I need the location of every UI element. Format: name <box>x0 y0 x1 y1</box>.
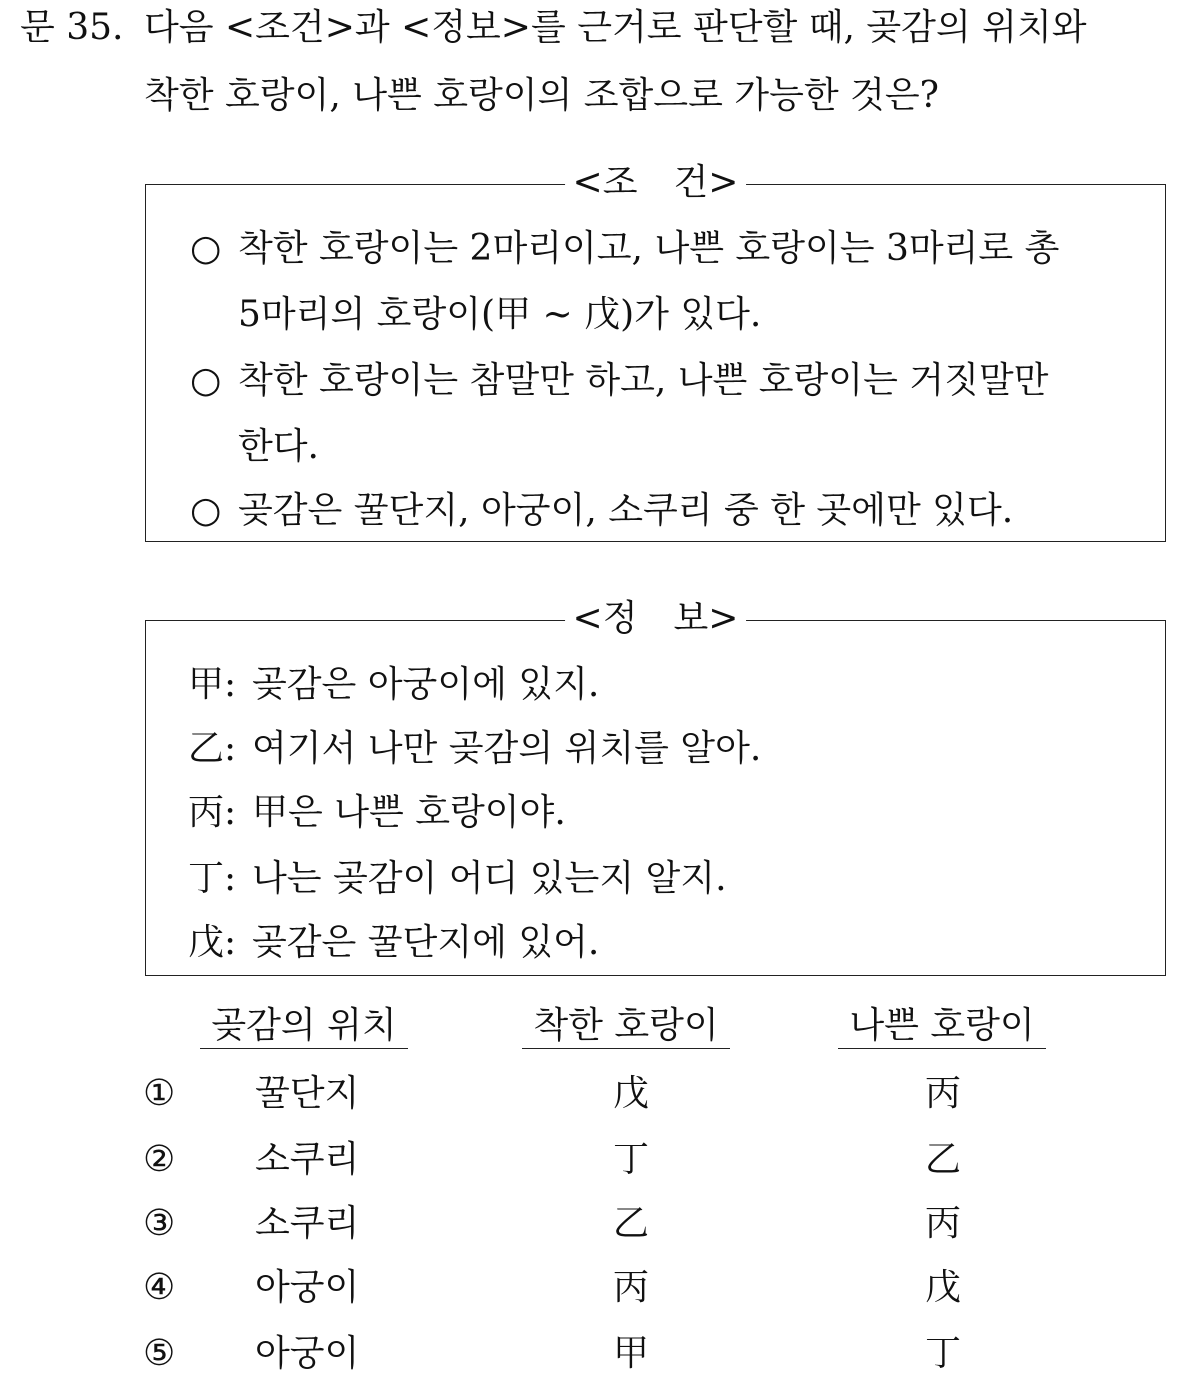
bullet-circle-icon: ○ <box>190 360 222 401</box>
condition-3-line-1: 곶감은 꿀단지, 아궁이, 소쿠리 중 한 곳에만 있다. <box>238 490 1014 531</box>
option-4[interactable] <box>0 1268 1192 1308</box>
info-item-3 <box>188 793 566 833</box>
header-good-tiger: 착한 호랑이 <box>522 1006 730 1049</box>
bullet-circle-icon: ○ <box>190 228 222 269</box>
info-statement: 여기서 나만 곶감의 위치를 알아. <box>252 728 762 769</box>
option-number: ⑤ <box>143 1333 176 1374</box>
header-location: 곶감의 위치 <box>200 1006 408 1049</box>
condition-1-line-1: 착한 호랑이는 2마리이고, 나쁜 호랑이는 3마리로 총 <box>238 228 1060 269</box>
option-good-tiger: 丁 <box>613 1139 650 1180</box>
option-good-tiger: 丙 <box>613 1267 650 1308</box>
info-item-1 <box>188 665 599 705</box>
option-number: ③ <box>143 1203 176 1244</box>
option-number: ① <box>143 1073 176 1114</box>
info-colon: : <box>224 922 237 963</box>
bullet-circle-icon: ○ <box>190 490 222 531</box>
option-bad-tiger: 丙 <box>925 1203 962 1244</box>
question-line-1 <box>20 8 1087 48</box>
info-speaker: 丁 <box>188 858 225 899</box>
header-bad-tiger: 나쁜 호랑이 <box>838 1006 1046 1049</box>
question-text-line-1: 다음 <조건>과 <정보>를 근거로 판단할 때, 곶감의 위치와 <box>144 7 1087 48</box>
option-bad-tiger: 戊 <box>925 1267 962 1308</box>
condition-item-2 <box>190 361 1048 401</box>
option-number: ④ <box>143 1267 176 1308</box>
conditions-box <box>145 162 1166 542</box>
option-2[interactable] <box>0 1140 1192 1180</box>
info-statement: 곶감은 꿀단지에 있어. <box>252 922 600 963</box>
option-location: 소쿠리 <box>255 1203 360 1244</box>
condition-item-1 <box>190 229 1059 269</box>
info-colon: : <box>224 664 237 705</box>
option-good-tiger: 乙 <box>613 1203 650 1244</box>
option-5[interactable] <box>0 1334 1192 1374</box>
condition-1-line-2: 5마리의 호랑이(甲 ~ 戊)가 있다. <box>238 294 762 335</box>
option-3[interactable] <box>0 1204 1192 1244</box>
option-bad-tiger: 丁 <box>925 1333 962 1374</box>
info-item-2 <box>188 729 761 769</box>
option-good-tiger: 戊 <box>613 1073 650 1114</box>
condition-item-3 <box>190 491 1013 531</box>
info-statement: 나는 곶감이 어디 있는지 알지. <box>252 858 727 899</box>
info-item-4 <box>188 859 727 899</box>
info-colon: : <box>224 858 237 899</box>
info-colon: : <box>224 728 237 769</box>
info-title: <정 보> <box>565 599 747 639</box>
info-statement: 곶감은 아궁이에 있지. <box>252 664 600 705</box>
option-location: 꿀단지 <box>255 1073 360 1114</box>
info-speaker: 戊 <box>188 922 225 963</box>
info-colon: : <box>224 792 237 833</box>
info-speaker: 甲 <box>188 664 225 705</box>
condition-2-line-1: 착한 호랑이는 참말만 하고, 나쁜 호랑이는 거짓말만 <box>238 360 1049 401</box>
option-1[interactable] <box>0 1074 1192 1114</box>
condition-2-line-2: 한다. <box>238 426 319 467</box>
option-location: 아궁이 <box>255 1267 360 1308</box>
option-good-tiger: 甲 <box>613 1333 650 1374</box>
option-number: ② <box>143 1139 176 1180</box>
option-location: 아궁이 <box>255 1333 360 1374</box>
info-item-5 <box>188 923 599 963</box>
option-location: 소쿠리 <box>255 1139 360 1180</box>
info-box <box>145 598 1166 976</box>
question-text-line-2: 착한 호랑이, 나쁜 호랑이의 조합으로 가능한 것은? <box>144 75 939 116</box>
info-speaker: 丙 <box>188 792 225 833</box>
option-bad-tiger: 丙 <box>925 1073 962 1114</box>
info-statement: 甲은 나쁜 호랑이야. <box>252 792 566 833</box>
conditions-title: <조 건> <box>565 163 747 203</box>
option-bad-tiger: 乙 <box>925 1139 962 1180</box>
question-number: 문 35. <box>20 7 124 48</box>
info-speaker: 乙 <box>188 728 225 769</box>
